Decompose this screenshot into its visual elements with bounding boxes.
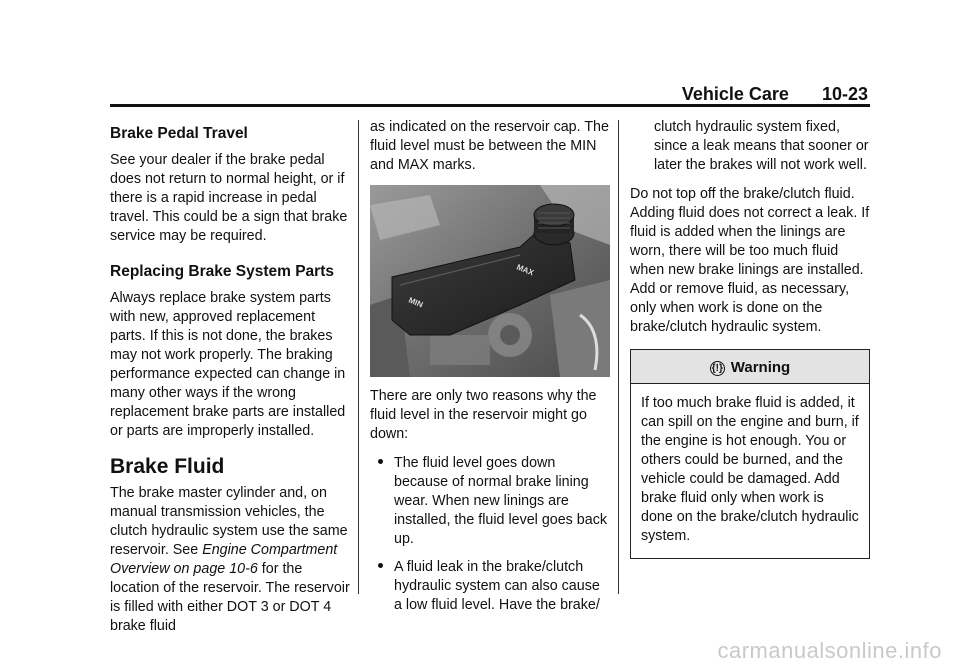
- reasons-list: [370, 454, 610, 615]
- page-number: 10-23: [821, 84, 868, 104]
- bullet-icon: [378, 563, 383, 568]
- warning-box: [630, 349, 870, 559]
- paragraph-replacing-parts: Always replace brake system parts with new, approved replacement parts. If this is not done, the brakes may not work properly. The braking performance expected can change in many other ways if the wrong replacement brake parts are installed or parts are improperly installed.: [110, 290, 346, 439]
- list-item: [370, 558, 610, 615]
- watermark: carmanualsonline.info: [717, 638, 942, 663]
- list-item-text: The fluid level goes down because of normal brake lining wear. When new linings are installed, the fluid level goes back up.: [394, 455, 607, 547]
- header-rule: [110, 104, 870, 107]
- cross-reference-link[interactable]: Engine Compartment Overview on page 10-6: [110, 542, 338, 577]
- heading-brake-pedal-travel: Brake Pedal Travel: [110, 125, 248, 142]
- list-item: [370, 454, 610, 549]
- warning-title: Warning: [730, 359, 791, 376]
- paragraph-two-reasons: There are only two reasons why the fluid level in the reservoir might go down:: [370, 388, 597, 442]
- brake-fluid-reservoir-photo: [370, 185, 610, 377]
- section-title: Vehicle Care: [681, 84, 789, 104]
- warning-icon: {!}: [711, 363, 723, 374]
- paragraph-do-not-top-off: Do not top off the brake/clutch fluid. Adding fluid does not correct a leak. If fluid is added when the linings are worn, there will be too much fluid when new brake linings are installed. Add or remove fluid, as necessary, only when work is done on the brake/clutch hydraulic system.: [630, 186, 870, 335]
- bullet-icon: [378, 459, 383, 464]
- text: The brake master cylinder and, on manual transmission vehicles, the clutch hydraulic system use the same reservoir. See: [110, 485, 348, 558]
- list-item-text: A fluid leak in the brake/clutch hydraulic system can also cause a low fluid level. Have the brake/: [394, 559, 600, 613]
- warning-header: [631, 350, 869, 384]
- paragraph-brake-fluid: [110, 484, 350, 636]
- column-2: [370, 118, 610, 624]
- column-divider: [618, 120, 619, 594]
- max-label: MAX: [515, 262, 536, 278]
- heading-brake-fluid: Brake Fluid: [110, 455, 225, 478]
- paragraph-bullet-continued: clutch hydraulic system fixed, since a leak means that sooner or later the brakes will not work well.: [654, 119, 869, 173]
- min-label: MIN: [407, 295, 425, 310]
- page-header: [682, 84, 868, 105]
- column-1: [110, 124, 350, 646]
- column-divider: [358, 120, 359, 594]
- heading-replacing-parts: Replacing Brake System Parts: [110, 263, 334, 280]
- paragraph-pedal-travel: See your dealer if the brake pedal does not return to normal height, or if there is a rapid increase in pedal travel. This could be a sign that brake service may be required.: [110, 152, 348, 244]
- paragraph-cap-continued: as indicated on the reservoir cap. The fluid level must be between the MIN and MAX marks.: [370, 119, 609, 173]
- warning-text: If too much brake fluid is added, it can spill on the engine and burn, if the engine is hot enough. You or others could be burned, and the vehicle could be damaged. Add brake fluid only when work is done on the brake/clutch hydraulic system.: [641, 395, 859, 544]
- text: for the location of the reservoir. The reservoir is filled with either DOT 3 or DOT 4 brake fluid: [110, 561, 350, 634]
- column-3: [630, 118, 870, 559]
